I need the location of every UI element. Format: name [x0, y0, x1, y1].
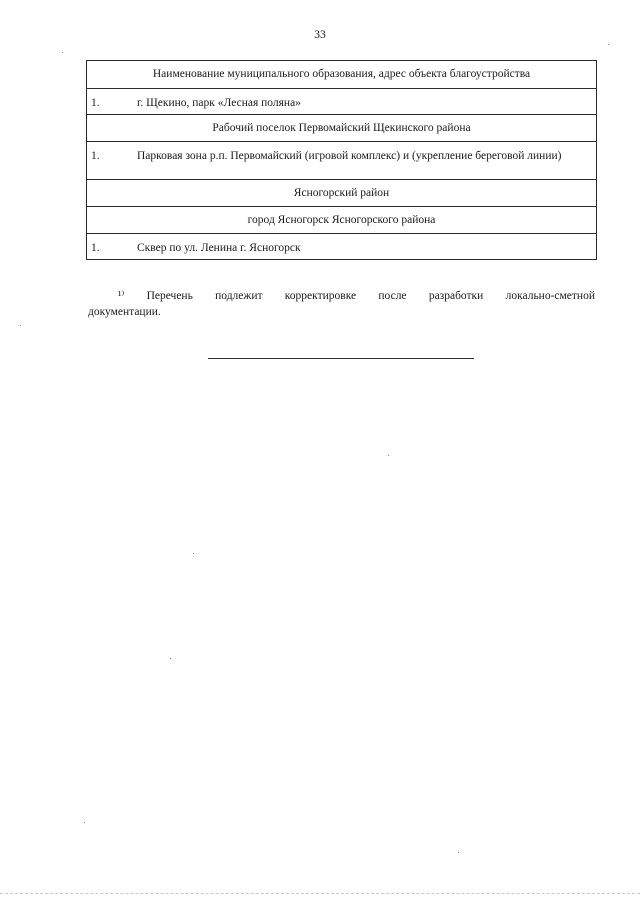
- section-heading: Ясногорский район: [87, 179, 596, 206]
- scan-speck: [62, 52, 63, 53]
- scan-speck: [388, 455, 389, 456]
- page-number: 33: [314, 29, 326, 41]
- scan-speck: [458, 852, 459, 853]
- row-text: г. Щекино, парк «Лесная поляна»: [137, 97, 301, 109]
- footnote-line-1: ¹⁾ Перечень подлежит корректировке после разработки локально-сметной: [118, 290, 595, 302]
- section-heading: Рабочий поселок Первомайский Щекинского района: [87, 114, 596, 141]
- row-text: Сквер по ул. Ленина г. Ясногорск: [137, 242, 301, 254]
- table-row: [87, 141, 596, 179]
- row-number: 1.: [91, 150, 100, 162]
- signature-divider: [208, 358, 474, 359]
- scan-edge-artifact: [0, 893, 640, 895]
- scan-speck: [193, 553, 194, 554]
- objects-table: [86, 60, 597, 260]
- row-number: 1.: [91, 242, 100, 254]
- scan-speck: [608, 44, 609, 45]
- footnote-line-2: документации.: [88, 306, 161, 318]
- row-number: 1.: [91, 97, 100, 109]
- scan-speck: [84, 822, 85, 823]
- scan-speck: [20, 325, 21, 326]
- row-text: Парковая зона р.п. Первомайский (игровой комплекс) и (укрепление береговой линии): [137, 150, 562, 162]
- table-header: Наименование муниципального образования, адрес объекта благоустройства: [152, 68, 531, 80]
- section-heading: город Ясногорск Ясногорского района: [87, 206, 596, 233]
- footnote: [88, 288, 595, 320]
- scan-speck: [170, 658, 171, 659]
- table-row: [87, 88, 596, 114]
- table-row: [87, 233, 596, 259]
